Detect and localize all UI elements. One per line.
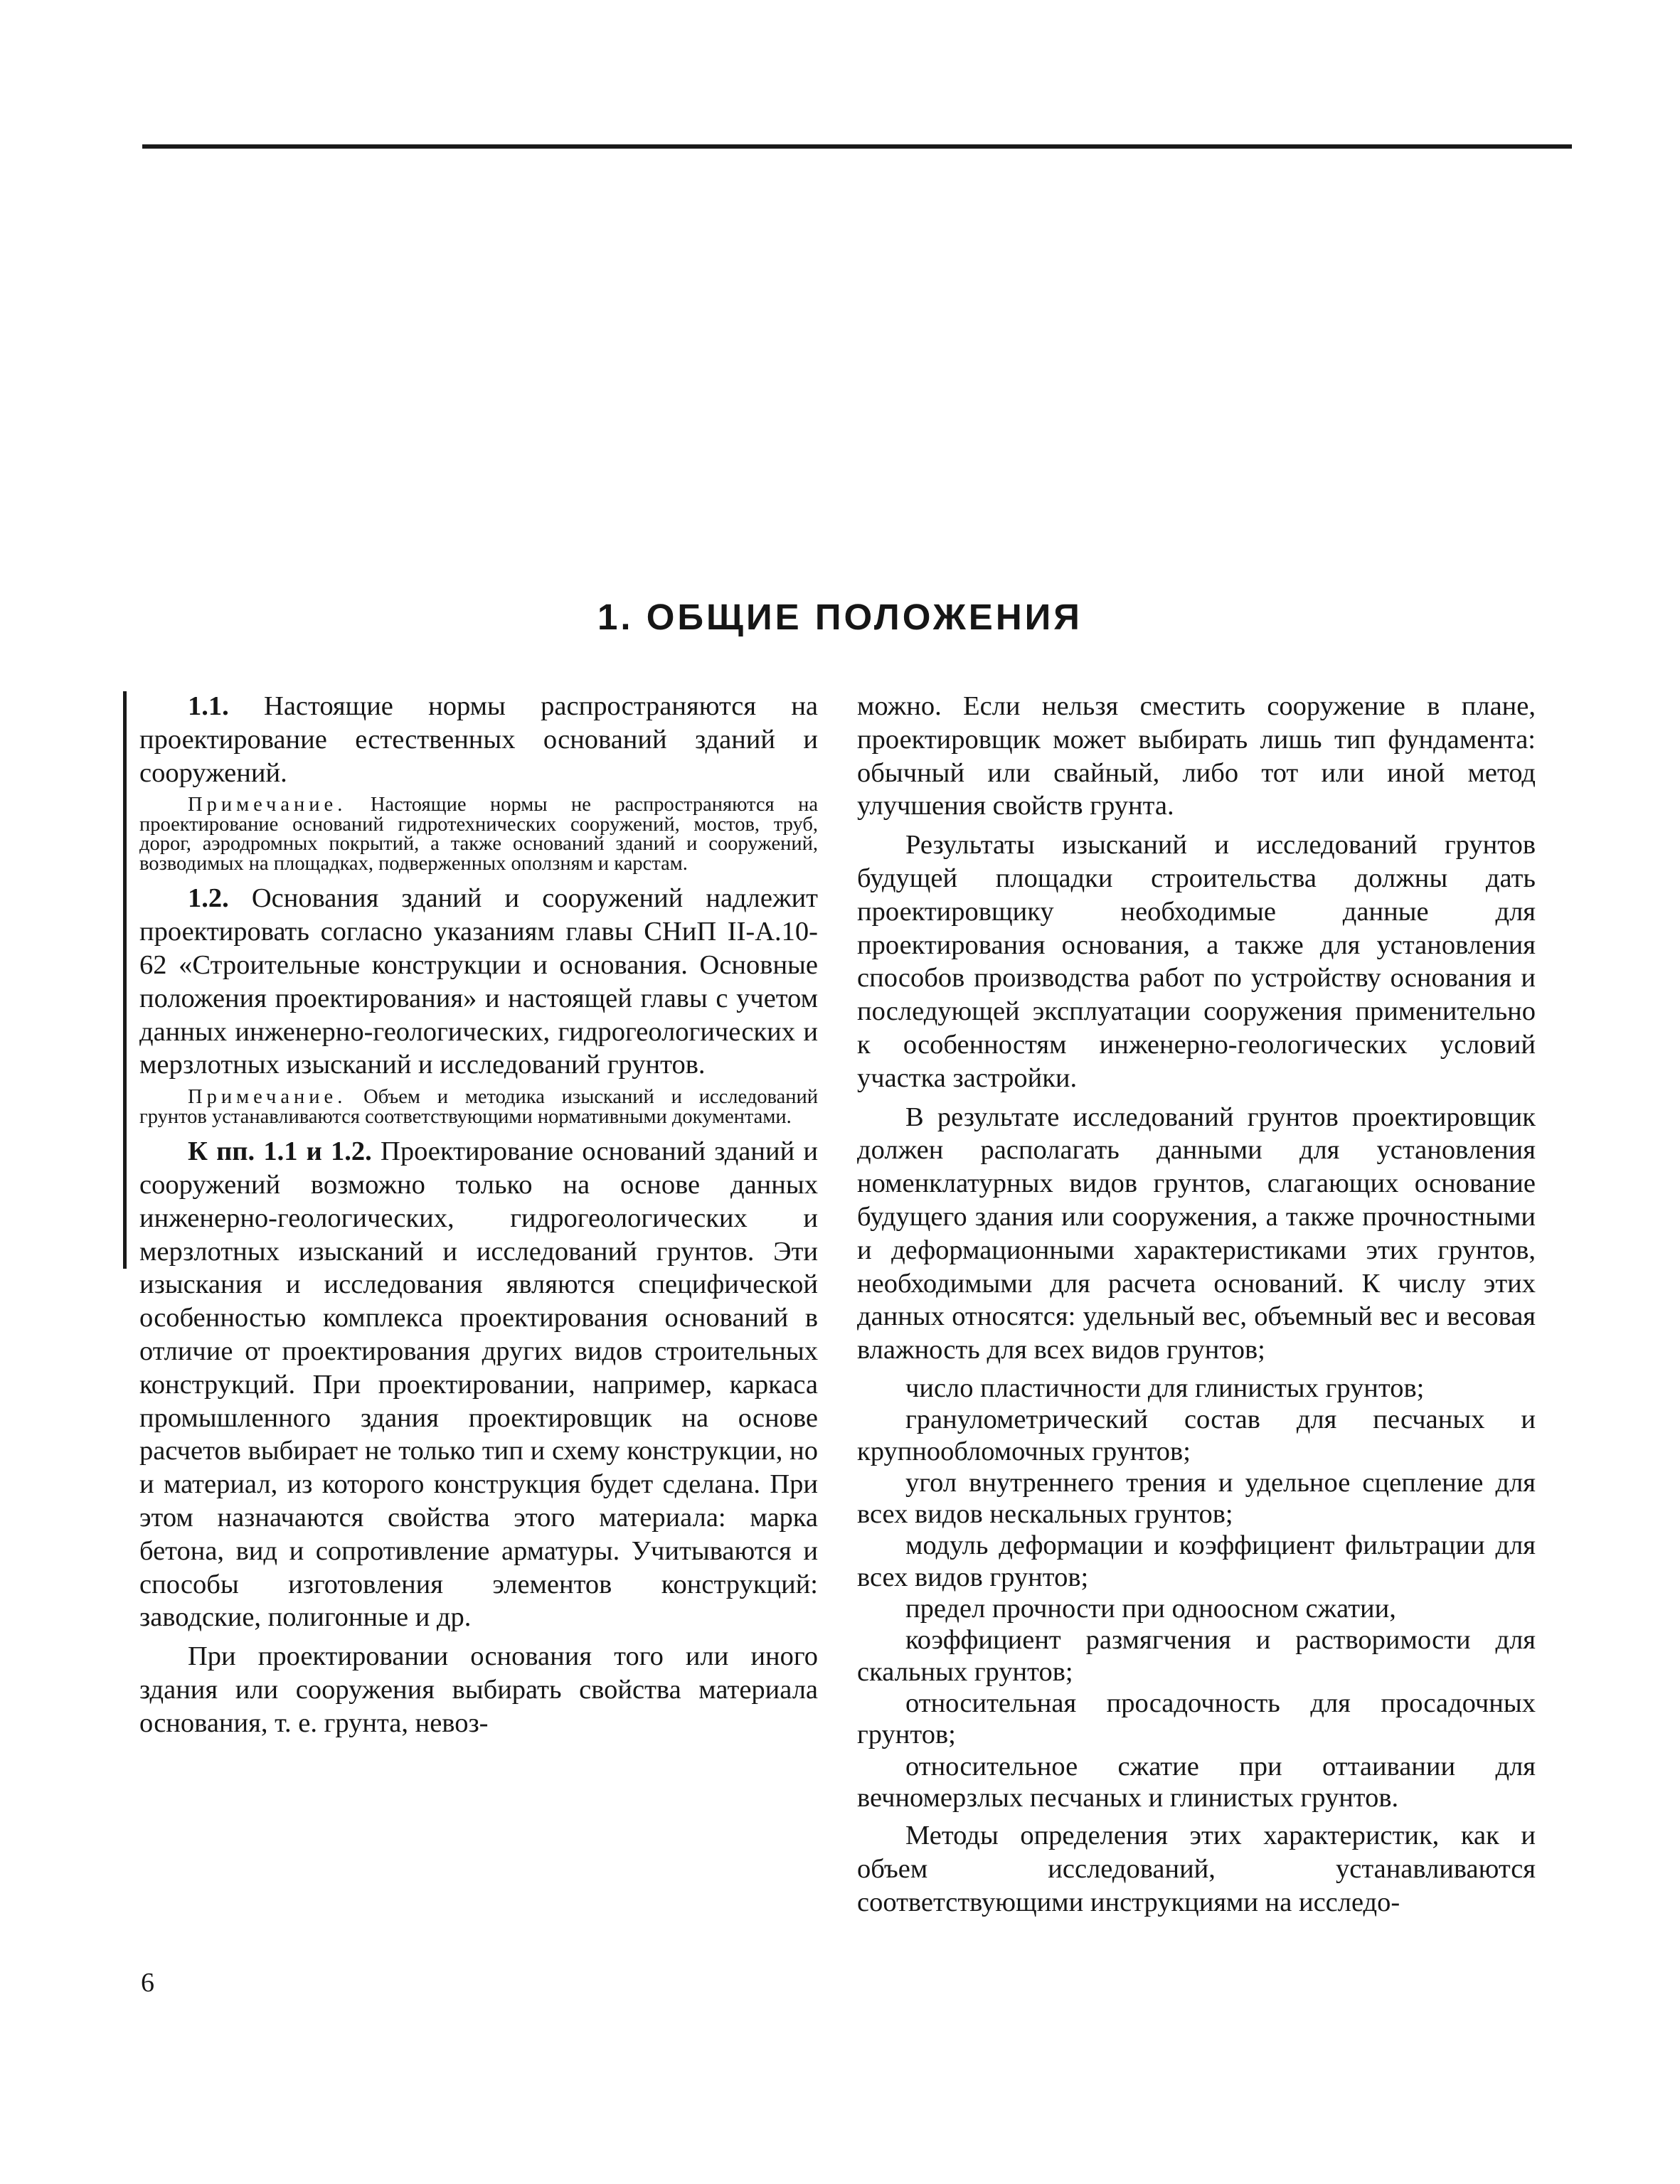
list-item: угол внутреннего трения и удельное сцепление для всех видов нескальных грунтов; xyxy=(857,1467,1536,1530)
list-item: относительное сжатие при оттаивании для вечномерзлых песчаных и глинистых грунтов. xyxy=(857,1751,1536,1813)
header-rule xyxy=(142,144,1572,149)
commentary-1-1-1-2 xyxy=(139,1135,818,1634)
clause-1-2 xyxy=(139,882,818,1082)
list-item: гранулометрический состав для песчаных и крупнообломочных грунтов; xyxy=(857,1405,1536,1466)
chapter-title: 1. ОБЩИЕ ПОЛОЖЕНИЯ xyxy=(597,597,1083,637)
commentary-ref: К пп. 1.1 и 1.2. xyxy=(188,1136,372,1167)
list-item: относительная просадочность для просадочных грунтов; xyxy=(857,1688,1536,1750)
list-item: число пластичности для глинистых грунтов; xyxy=(905,1373,1425,1403)
paragraph-soil-research: В результате исследований грунтов проектировщик должен располагать данными для установления номенклатурных видов грунтов, слагающих основание будущего здания или сооружения, а также прочностными и деформационными характеристиками этих грунтов, необходимыми для расчета оснований. К числу этих данных относятся: удельный вес, объемный вес и весовая влажность для всех видов грунтов; xyxy=(857,1102,1536,1365)
list-item: коэффициент размягчения и растворимости для скальных грунтов; xyxy=(857,1625,1536,1687)
page-number: 6 xyxy=(141,1968,154,1998)
note-2 xyxy=(139,1087,818,1126)
change-marker-bar xyxy=(123,691,127,1269)
paragraph-survey-results: Результаты изысканий и исследований грунтов будущей площадки строительства должны дать проектировщику необходимые данные для проектирования основания, а также для установления способов производства работ по устройству основания и последующей эксплуатации сооружения применительно к особенностям инженерно-геологических условий участка застройки. xyxy=(857,830,1536,1093)
clause-text: Основания зданий и сооружений надлежит проектировать согласно указаниям главы СНиП II-А.10-62 «Строительные конструкции и основания. Основные положения проектирования» и настоящей главы с учетом данных инженерно-геологических, гидрогеологических и мерзлотных изысканий и исследований грунтов. xyxy=(139,883,818,1080)
right-column xyxy=(857,690,1536,1924)
note-label: Примечание. xyxy=(188,1086,347,1109)
clause-number: 1.2. xyxy=(188,883,229,914)
note-text: Объем и методика изысканий и исследований грунтов устанавливаются соответствующими нормативными документами. xyxy=(139,1086,818,1128)
list-item: модуль деформации и коэффициент фильтрации для всех видов грунтов; xyxy=(857,1530,1536,1592)
note-1 xyxy=(139,795,818,873)
clause-text: Настоящие нормы распространяются на проектирование естественных оснований зданий и сооружений. xyxy=(139,691,819,788)
list-item: предел прочности при одноосном сжатии, xyxy=(905,1594,1396,1624)
commentary-text: Проектирование оснований зданий и сооружений возможно только на основе данных инженерно-геологических, гидрогеологических и мерзлотных изысканий и исследований грунтов. Эти изыскания и исследования являются специфической особенностью комплекса проектирования оснований в отличие от проектирования других видов строительных конструкций. При проектировании, например, каркаса промышленного здания проектировщик на основе расчетов выбирает не только тип и схему конструкции, но и материал, из которого конструкция будет сделана. При этом назначаются свойства этого материала: марка бетона, вид и сопротивление арматуры. Учитываются и способы изготовления элементов конструкций: заводские, полигонные и др. xyxy=(139,1136,819,1633)
paragraph-continuation: можно. Если нельзя сместить сооружение в плане, проектировщик может выбирать лишь тип фундамента: обычный или свайный, либо тот или иной метод улучшения свойств грунта. xyxy=(857,691,1536,821)
clause-1-1 xyxy=(139,690,818,789)
left-column xyxy=(139,690,818,1746)
paragraph-design-base: При проектировании основания того или иного здания или сооружения выбирать свойства материала основания, т. е. грунта, невоз- xyxy=(139,1641,818,1738)
note-label: Примечание. xyxy=(188,794,347,816)
paragraph-methods: Методы определения этих характеристик, как и объем исследований, устанавливаются соответствующими инструкциями на исследо- xyxy=(857,1821,1536,1917)
note-text: Настоящие нормы не распространяются на проектирование оснований гидротехнических сооружений, мостов, труб, дорог, аэродромных покрытий, а также оснований зданий и сооружений, возводимых на площадках, подверженных оползням и карстам. xyxy=(139,794,819,875)
clause-number: 1.1. xyxy=(188,691,229,721)
